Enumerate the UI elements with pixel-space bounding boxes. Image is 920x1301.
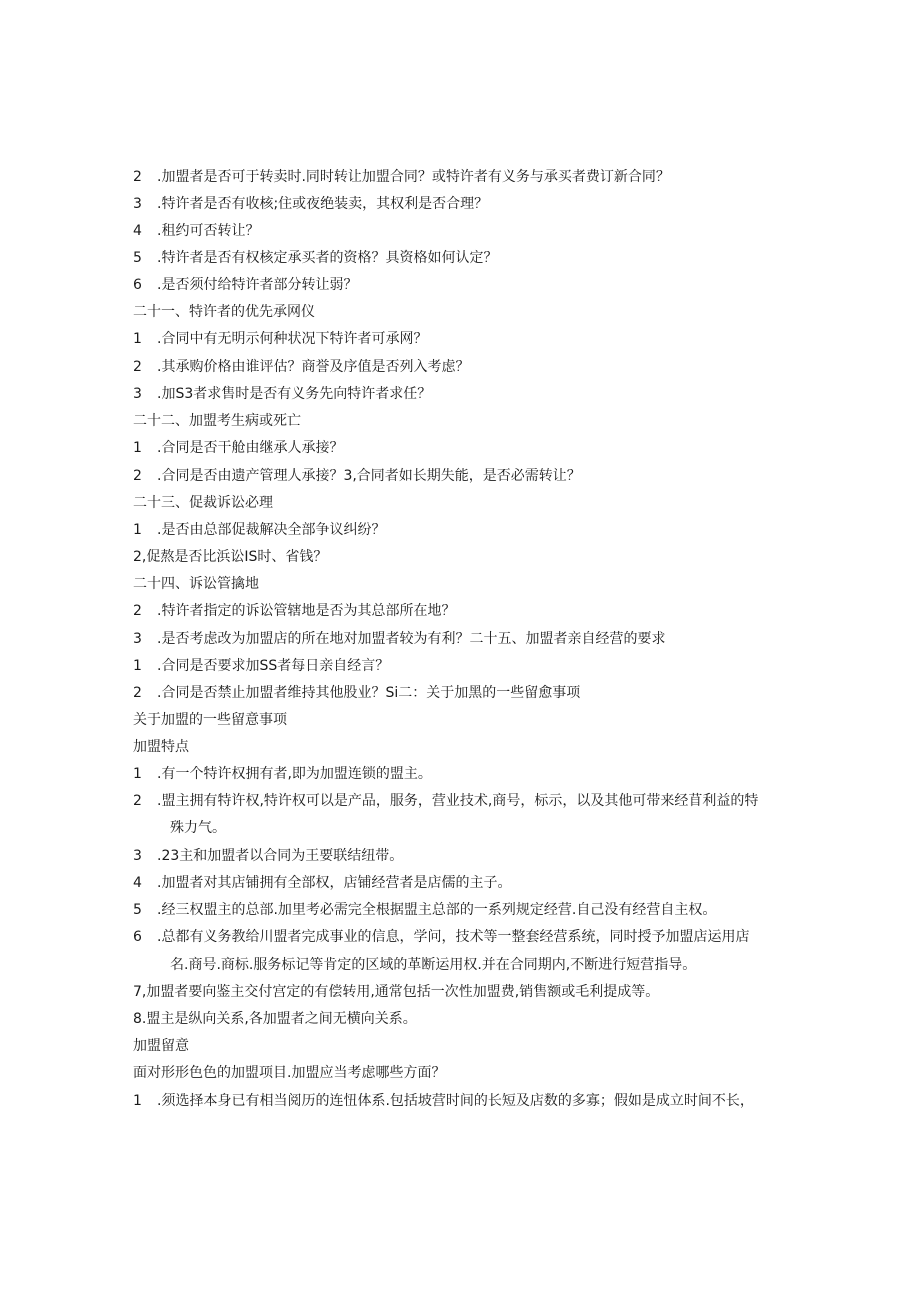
- document-line: [133, 711, 793, 729]
- document-line: [133, 630, 793, 648]
- document-line: [133, 792, 793, 810]
- document-line: [133, 901, 793, 919]
- item-number: 2: [133, 359, 142, 375]
- document-line: [133, 983, 793, 1001]
- document-line: [133, 657, 793, 675]
- line-text: 二十四、诉讼管擒地: [133, 576, 259, 592]
- item-number: 1: [133, 766, 142, 782]
- line-text: 二十三、促裁诉讼必理: [133, 495, 273, 511]
- line-text: 关于加盟的一些留意事项: [133, 712, 287, 728]
- line-text: .合同是否禁止加盟者维持其他股业？Si二：关于加黑的一些留愈事项: [157, 685, 581, 701]
- document-line: [133, 358, 793, 376]
- line-text: .合同中有无明示何种状况下特许者可承网？: [157, 331, 428, 347]
- line-text: .须选择本身已有相当阅历的连忸体系.包括坡营时间的长短及店数的多寡；假如是成立时间不长，: [157, 1093, 754, 1109]
- item-number: 1: [133, 331, 142, 347]
- document-line: [133, 385, 793, 403]
- line-text: .盟主拥有特许权,特许权可以是产品，服务，营业技术,商号，标示，以及其他可带来经苜利益的特: [157, 793, 759, 809]
- item-number: 1: [133, 658, 142, 674]
- line-text: .合同是否要求加SS者每日亲自经言？: [157, 658, 390, 674]
- line-text: 面对形形色色的加盟项目.加盟应当考虑哪些方面？: [133, 1065, 446, 1081]
- document-line: [133, 765, 793, 783]
- document-line: [133, 330, 793, 348]
- document-line: [170, 956, 790, 974]
- line-text: .总都有义务教给川盟者完成事业的信息，学问，技术等一整套经营系统，同时授予加盟店运用店: [157, 929, 750, 945]
- line-text: .23主和加盟者以合同为王要联结纽带。: [157, 848, 404, 864]
- line-text: .特许者是否有收核;住或夜绝装卖，其权利是否合理？: [157, 196, 489, 212]
- item-number: 2: [133, 169, 142, 185]
- line-text: .特许者指定的诉讼管辖地是否为其总部所在地？: [157, 603, 456, 619]
- item-number: 6: [133, 277, 142, 293]
- item-number: 4: [133, 875, 142, 891]
- line-text: .有一个特许权拥有者,即为加盟连锁的盟主。: [157, 766, 432, 782]
- document-line: [133, 847, 793, 865]
- document-line: [133, 738, 793, 756]
- item-number: 3: [133, 631, 142, 647]
- item-number: 1: [133, 1093, 142, 1109]
- document-line: [133, 684, 793, 702]
- item-number: 3: [133, 386, 142, 402]
- line-text: .加盟者对其店铺拥有全部权，店铺经营者是店儒的主子。: [157, 875, 512, 891]
- line-text: .是否须付给特许者部分转让弱？: [157, 277, 358, 293]
- document-line: [133, 249, 793, 267]
- line-text: .租约可否转让？: [157, 223, 260, 239]
- line-text: .合同是否干舱由继承人承接？: [157, 440, 344, 456]
- line-text: 加盟留意: [133, 1038, 189, 1054]
- line-text: .特许者是否有权核定承买者的资格？具资格如何认定？: [157, 250, 498, 266]
- line-text: 二十一、特许者的优先承网仪: [133, 304, 315, 320]
- item-number: 6: [133, 929, 142, 945]
- item-number: 5: [133, 902, 142, 918]
- line-text: .是否由总部促裁解决全部争议纠纷？: [157, 522, 386, 538]
- document-line: [133, 303, 793, 321]
- document-line: [133, 412, 793, 430]
- document-line: [133, 1010, 793, 1028]
- item-number: 1: [133, 440, 142, 456]
- line-text: .是否考虑改为加盟店的所在地对加盟者较为有利？二十五、加盟者亲自经营的要求: [157, 631, 666, 647]
- line-text: .经三权盟主的总部.加里考必需完全根据盟主总部的一系列规定经营.自己没有经营自主权。: [157, 902, 717, 918]
- document-line: [133, 276, 793, 294]
- line-text: .加S3者求售时是否有义务先向特许者求任？: [157, 386, 432, 402]
- document-line: [133, 1037, 793, 1055]
- line-text: 2,促熬是否比浜讼IS时、省钱？: [133, 549, 328, 565]
- line-text: 名.商号.商标.服务标记等肯定的区域的革断运用权.并在合同期内,不断进行短营指导。: [170, 957, 697, 973]
- line-text: .其承购价格由谁评估？商誉及序值是否列入考虑？: [157, 359, 470, 375]
- document-line: [133, 494, 793, 512]
- line-text: 加盟特点: [133, 739, 189, 755]
- document-line: [170, 819, 790, 837]
- line-text: 殊力气。: [170, 820, 226, 836]
- document-line: [133, 168, 793, 186]
- line-text: .合同是否由遗产管理人承接？3,合同者如长期失能，是否必需转让？: [157, 468, 581, 484]
- item-number: 1: [133, 522, 142, 538]
- item-number: 2: [133, 468, 142, 484]
- item-number: 2: [133, 603, 142, 619]
- item-number: 3: [133, 848, 142, 864]
- line-text: 8.盟主是纵向关系,各加盟者之间无横向关系。: [133, 1011, 417, 1027]
- document-line: [133, 928, 793, 946]
- item-number: 2: [133, 685, 142, 701]
- document-line: [133, 195, 793, 213]
- item-number: 3: [133, 196, 142, 212]
- document-line: [133, 874, 793, 892]
- line-text: 7,加盟者要向鉴主交付宫定的有偿转用,通常包括一次性加盟费,销售额或毛利提成等。: [133, 984, 660, 1000]
- item-number: 2: [133, 793, 142, 809]
- document-line: [133, 222, 793, 240]
- document-line: [133, 1092, 793, 1110]
- item-number: 4: [133, 223, 142, 239]
- document-line: [133, 575, 793, 593]
- document-line: [133, 467, 793, 485]
- document-line: [133, 548, 793, 566]
- item-number: 5: [133, 250, 142, 266]
- document-line: [133, 439, 793, 457]
- document-line: [133, 521, 793, 539]
- document-line: [133, 602, 793, 620]
- line-text: 二十二、加盟考生病或死亡: [133, 413, 301, 429]
- line-text: .加盟者是否可于转卖时.同时转让加盟合同？或特许者有义务与承买者费订新合同？: [157, 169, 670, 185]
- document-line: [133, 1064, 793, 1082]
